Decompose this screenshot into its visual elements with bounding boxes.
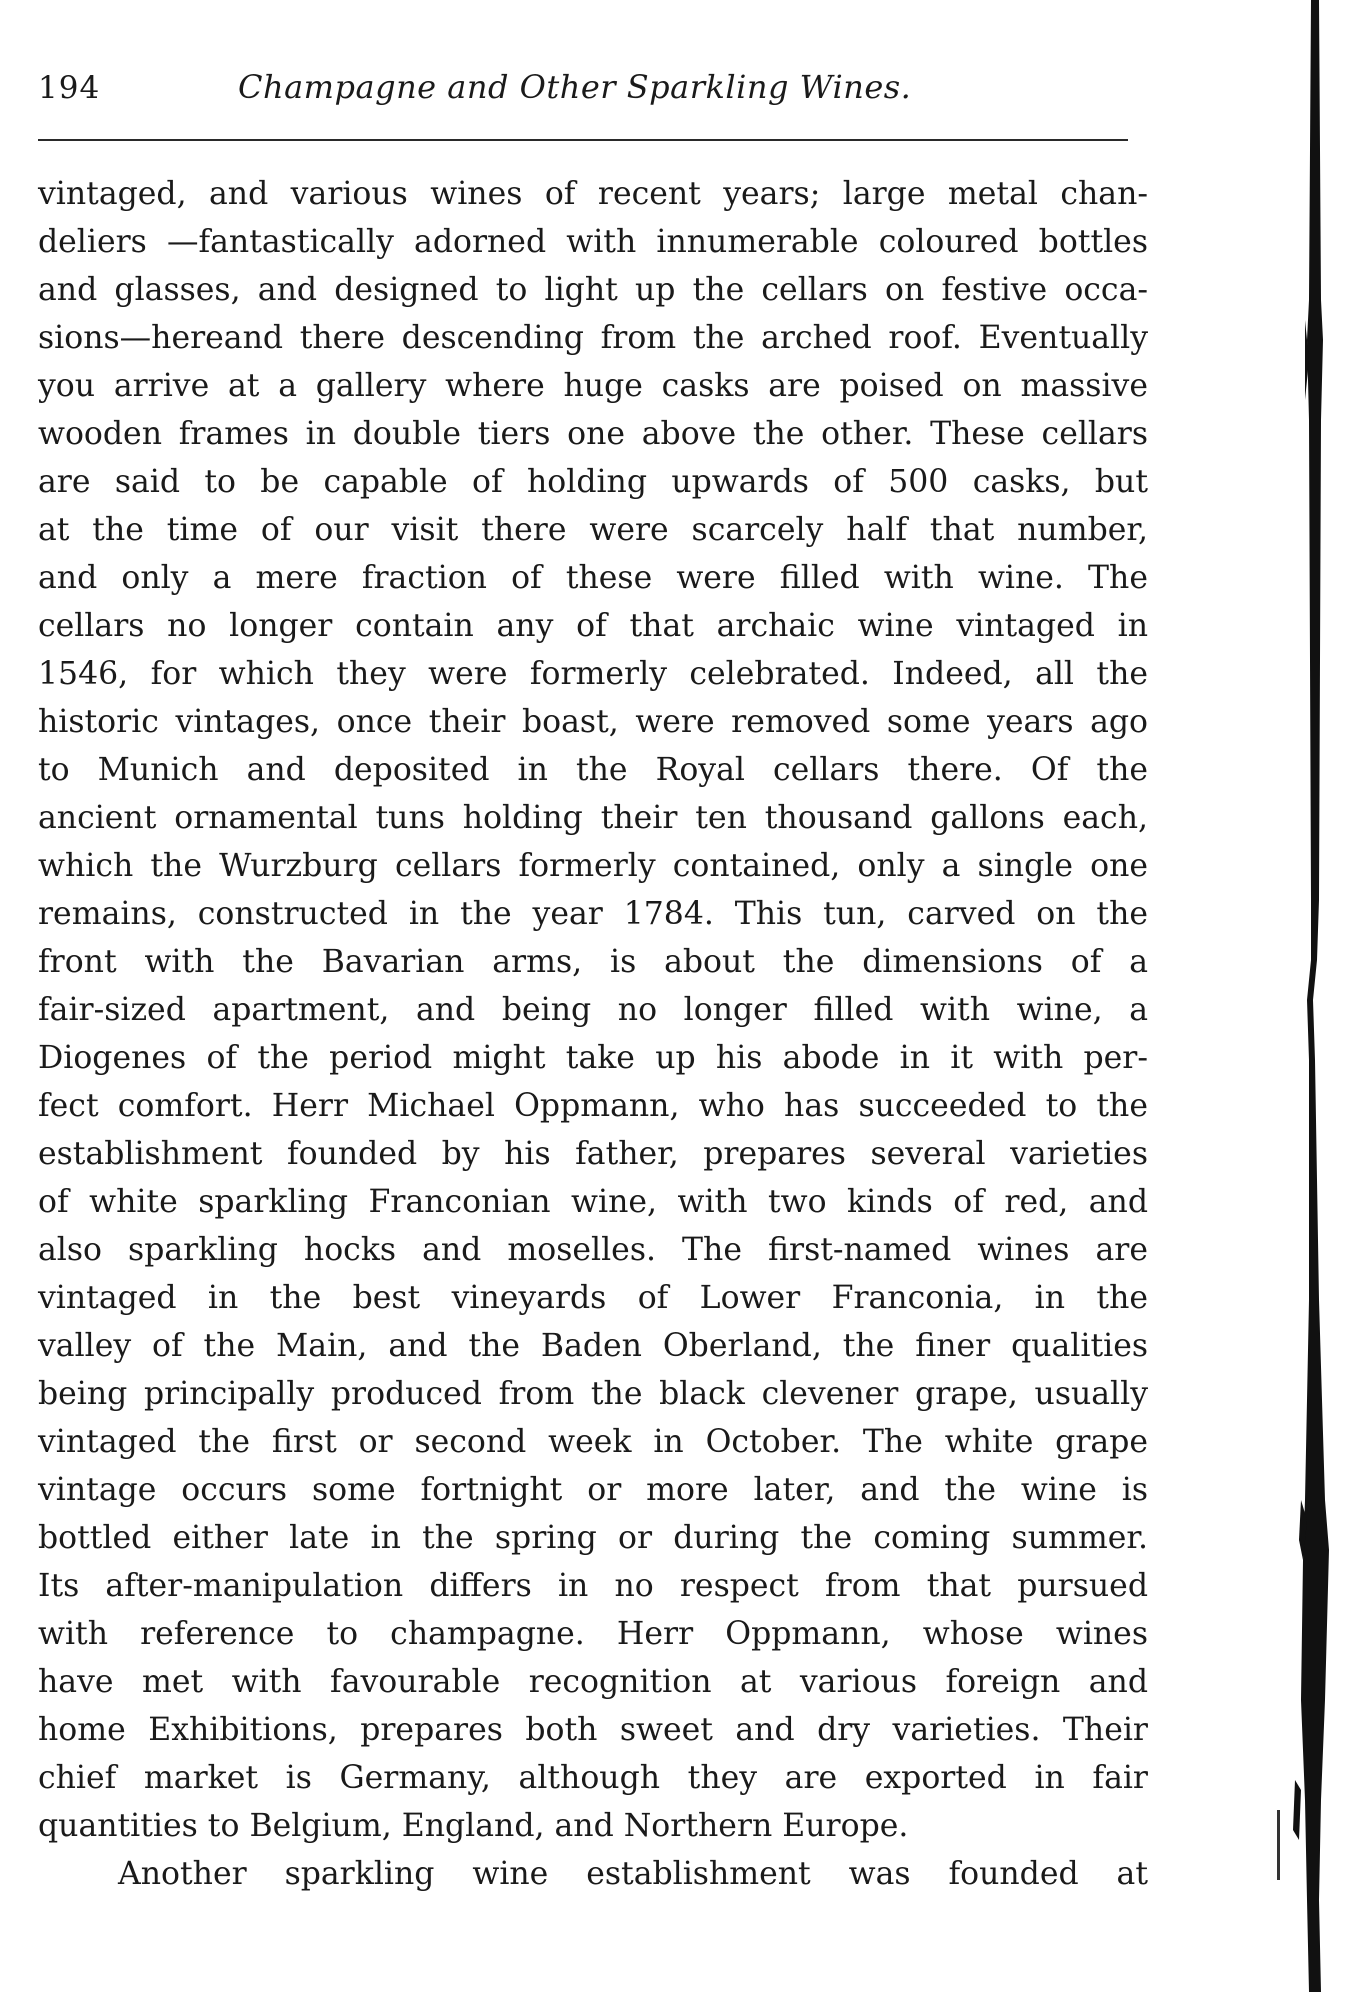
text-line: you arrive at a gallery where huge casks are poised on massive — [38, 368, 1148, 404]
body-text — [38, 170, 1148, 1898]
text-line: Diogenes of the period might take up his abode in it with per- — [38, 1040, 1148, 1076]
text-line: cellars no longer contain any of that archaic wine vintaged in — [38, 608, 1148, 644]
text-line: of white sparkling Franconian wine, with two kinds of red, and — [38, 1184, 1148, 1220]
text-line: chief market is Germany, although they are exported in fair — [38, 1760, 1148, 1796]
text-line: fect comfort. Herr Michael Oppmann, who has succeeded to the — [38, 1088, 1148, 1124]
text-line: vintaged the first or second week in October. The white grape — [38, 1424, 1148, 1460]
text-line: which the Wurzburg cellars formerly contained, only a single one — [38, 848, 1148, 884]
text-line: and glasses, and designed to light up the cellars on festive occa- — [38, 272, 1148, 308]
text-line: have met with favourable recognition at various foreign and — [38, 1664, 1148, 1700]
text-line: valley of the Main, and the Baden Oberland, the finer qualities — [38, 1328, 1148, 1364]
text-line: remains, constructed in the year 1784. This tun, carved on the — [38, 896, 1148, 932]
text-line: ancient ornamental tuns holding their ten thousand gallons each, — [38, 800, 1148, 836]
text-line: deliers —fantastically adorned with innumerable coloured bottles — [38, 224, 1148, 260]
text-line: also sparkling hocks and moselles. The first-named wines are — [38, 1232, 1148, 1268]
page-number: 194 — [38, 70, 101, 106]
text-line: vintage occurs some fortnight or more later, and the wine is — [38, 1472, 1148, 1508]
text-line: are said to be capable of holding upwards of 500 casks, but — [38, 464, 1148, 500]
text-line: historic vintages, once their boast, were removed some years ago — [38, 704, 1148, 740]
text-line: front with the Bavarian arms, is about the dimensions of a — [38, 944, 1148, 980]
header-rule — [38, 139, 1128, 141]
text-line: home Exhibitions, prepares both sweet and dry varieties. Their — [38, 1712, 1148, 1748]
text-line: establishment founded by his father, prepares several varieties — [38, 1136, 1148, 1172]
text-line: quantities to Belgium, England, and Northern Europe. — [38, 1808, 909, 1844]
text-line: 1546, for which they were formerly celebrated. Indeed, all the — [38, 656, 1148, 692]
text-line: being principally produced from the black clevener grape, usually — [38, 1376, 1148, 1412]
text-line: wooden frames in double tiers one above the other. These cellars — [38, 416, 1148, 452]
text-line: Its after-manipulation differs in no respect from that pursued — [38, 1568, 1148, 1604]
running-head: Champagne and Other Sparkling Wines. — [238, 68, 912, 106]
text-line: vintaged in the best vineyards of Lower Franconia, in the — [38, 1280, 1148, 1316]
text-line: with reference to champagne. Herr Oppmann, whose wines — [38, 1616, 1148, 1652]
text-line: fair-sized apartment, and being no longer filled with wine, a — [38, 992, 1148, 1028]
text-line: at the time of our visit there were scarcely half that number, — [38, 512, 1148, 548]
text-line: Another sparkling wine establishment was founded at — [118, 1856, 1148, 1892]
text-line: and only a mere fraction of these were filled with wine. The — [38, 560, 1148, 596]
text-line: bottled either late in the spring or during the coming summer. — [38, 1520, 1148, 1556]
text-line: vintaged, and various wines of recent years; large metal chan- — [38, 176, 1148, 212]
book-spine-edge — [1275, 0, 1355, 1992]
text-line: to Munich and deposited in the Royal cellars there. Of the — [38, 752, 1148, 788]
text-line: sions—hereand there descending from the arched roof. Eventually — [38, 320, 1148, 356]
